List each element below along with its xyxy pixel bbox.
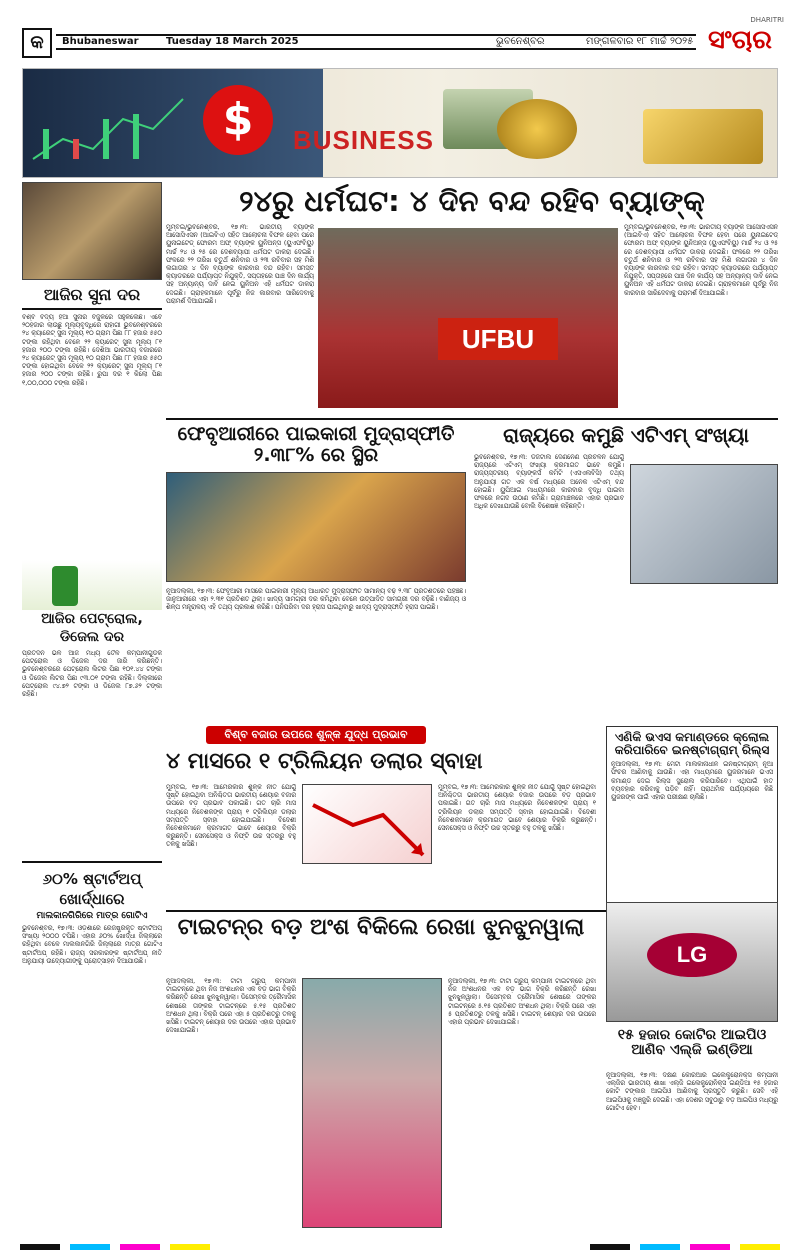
titan-headline: ଟାଇଟନ୍‌ର ବଡ଼ ଅଂଶ ବିକିଲେ ରେଖା ଝୁନଝୁନୱାଲା bbox=[177, 914, 585, 940]
lead-story bbox=[166, 224, 778, 414]
stock-chart-image bbox=[23, 69, 323, 178]
atm-body: ଭୁବନେଶ୍ବର, ୧୭।୩: ଡିଜିଟାଲ ଦେଣନେଣ ପ୍ରଚଳନ ଯୋଗୁଁ ରାଜ୍ୟରେ ଏଟିଏମ୍ ସଂଖ୍ୟା କ୍ରମାଗତ ଭାବେ କମୁଛି। ରାଜ୍ୟସ୍ତରୀୟ ବ୍ୟାଙ୍କର୍ସ କମିଟି (ଏସଏଲବିସି) ତଥ୍ୟ ଅନୁଯାୟୀ ଗତ ଏକ ବର୍ଷ ମଧ୍ୟରେ ଅନେକ ଏଟିଏମ୍ ବନ୍ଦ ହୋଇଛି। ୟୁପିଆଇ ମାଧ୍ୟମରେ କାରବାର ବୃଦ୍ଧି ପାଇବା ଫଳରେ ନଗଦ ଉଠାଣ କମିଛି। ଗ୍ରାମାଞ୍ଚଳରେ ଏହାର ପ୍ରଭାବ ଅଧିକ ଦେଖାଯାଉଛି ବୋଲି ବିଶେଷଜ୍ଞ କହିଛନ୍ତି। bbox=[474, 453, 624, 511]
inflation-headline: ଫେବୃଆରୀରେ ପାଇକାରୀ ମୁଦ୍ରାସ୍ଫୀତି ୨.୩୮% ରେ ସ୍ଥିର bbox=[177, 422, 455, 466]
trade-body: ମୁମ୍ବଇ, ୧୭।୩: ଆମେରିକାର ଶୁଳ୍କ ନୀତି ଯୋଗୁଁ ସୃଷ୍ଟି ହୋଇଥିବା ଅନିଶ୍ଚିତତା ଭାରତୀୟ ଶେୟାର ବଜାର ଉପରେ ବଡ଼ ପ୍ରଭାବ ପକାଇଛି। ଗତ ଚାରି ମାସ ମଧ୍ୟରେ ନିବେଶକଙ୍କ ପ୍ରାୟ ୧ ଟ୍ରିଲିୟନ ଡଲାର ସମ୍ପତ୍ତି ସ୍ବାହା ହୋଇଯାଇଛି। ବିଦେଶୀ ନିବେଶକମାନେ କ୍ରମାଗତ ଭାବେ ଶେୟାର ବିକ୍ରି କରୁଛନ୍ତି। ସେନସେକ୍ସ ଓ ନିଫ୍ଟି ଉଚ୍ଚ ସ୍ତରରୁ ବହୁ ତଳକୁ ଖସିଛି। bbox=[166, 783, 296, 849]
atm-photo bbox=[630, 464, 778, 584]
reg-magenta bbox=[120, 1244, 160, 1250]
fuel-nozzle-icon bbox=[52, 566, 78, 606]
gold-bars-image bbox=[643, 109, 763, 164]
bank-strike-photo bbox=[318, 228, 618, 408]
business-banner bbox=[22, 68, 778, 178]
mid-section bbox=[166, 420, 778, 720]
lg-body: ନୂଆଦିଲ୍ଲୀ, ୧୭।୩: ଦକ୍ଷିଣ କୋରିଆର ଇଲେକ୍ଟ୍ରୋନିକ୍ସ କମ୍ପାନୀ ଏଲ୍‌ଜିର ଭାରତୀୟ ଶାଖା ଏଲ୍‌ଜି ଇଲେକ୍ଟ୍ରୋନିକ୍ସ ଇଣ୍ଡିଆ ୧୫ ହଜାର କୋଟି ଟଙ୍କାର ଆଇପିଓ ଆଣିବାକୁ ପ୍ରସ୍ତୁତି କରୁଛି। ସେବି ଏହି ଆଇପିଓକୁ ମଞ୍ଜୁରି ଦେଇଛି। ଏହା ଦେଶର ସବୁଠାରୁ ବଡ଼ ଆଇପିଓ ମଧ୍ୟରୁ ଗୋଟିଏ ହେବ। bbox=[606, 1071, 778, 1112]
instagram-headline: ଏଣିକି ଭଏସ କମାଣ୍ଡରେ କ୍ଲୋଲ କରିପାରିବେ ଇନଷ୍ଟାଗ୍ରାମ୍ ରିଲ୍ସ bbox=[614, 729, 770, 758]
masthead-date-odia: ମଙ୍ଗଳବାର ୧୮ ମାର୍ଚ୍ଚ ୨୦୨୫ bbox=[586, 36, 694, 47]
startup-subheading: ମାଲକାନଗିରିରେ ମାତ୍ର ଗୋଟିଏ bbox=[36, 911, 148, 921]
gold-rate-heading: ଆଜିର ସୁନା ଦର bbox=[22, 284, 162, 310]
petrol-rate-heading: ଆଜିର ପେଟ୍ରୋଲ, ଡିଜେଲ ଦର bbox=[41, 611, 143, 645]
masthead-date: Tuesday 18 March 2025 bbox=[166, 36, 299, 47]
trade-kicker: ବିଶ୍ବ ବଜାର ଉପରେ ଶୁଳ୍କ ଯୁଦ୍ଧ ପ୍ରଭାବ bbox=[206, 726, 426, 744]
gold-rate-body: ବିଶ୍ବ ବିଦ୍ୟ ହିଆ ସୁନାର ବିଜୁଳିରେ ସହୁଳିଲେଛି। ଏବେ ୨୦ହଜାର ଲାଉଛୁ ମୂଲ୍ୟବୃଦ୍ଧିରେ ରାହାଗୀ ଭୁବନେଶ୍ବରରେ ୨୪ କ୍ୟାରେଟ୍ ସୁନା ମୂଲ୍ୟ ୧୦ ଗ୍ରାମ ପିଛା ୮୮ ହଜାର ୫୫୦ ଟଙ୍କା ରହିଥିବା ବେଳେ ୨୨ କ୍ୟାରେଟ୍ ସୁନା ମୂଲ୍ୟ ୮୧ ହଜାର ୨୦୦ ଟଙ୍କା ରହିଛି। ଦେଶିଆ ଭାରତୀୟ ବଜାରରେ ୨୪ କ୍ୟାରେଟ୍ ସୁନା ମୂଲ୍ୟ ୧୦ ଗ୍ରାମ ପିଛା ୮୮ ହଜାର ୫୫୦ ଟଙ୍କା ହୋଇଥିବା ବେଳେ ୨୨ କ୍ୟାରେଟ୍ ସୁନା ମୂଲ୍ୟ ୮୧ ହଜାର ୨୦୦ ଟଙ୍କା ରହିଛି। ରୁପା ଦର ୧ କିଲୋ ପିଛା ୧,୦୦,୦୦୦ ଟଙ୍କା ରହିଛି। bbox=[22, 314, 162, 387]
masthead bbox=[0, 0, 800, 62]
gold-jewellery-photo bbox=[22, 182, 162, 280]
reg-black-2 bbox=[590, 1244, 630, 1250]
market-photo bbox=[166, 472, 466, 582]
inflation-story bbox=[166, 424, 466, 708]
trade-headline: ୪ ମାସରେ ୧ ଟ୍ରିଲିୟନ ଡଲାର ସ୍ବାହା bbox=[166, 748, 483, 774]
reg-yellow bbox=[170, 1244, 210, 1250]
instagram-body: ନୂଆଦିଲ୍ଲୀ, ୧୭।୩: ମେଟା ମାଲିକାନାଧୀନ ଇନଷ୍ଟାଗ୍ରାମ୍ ନୂଆ ଫିଚର ଆଣିବାକୁ ଯାଉଛି। ଏହା ମାଧ୍ୟମରେ ୟୁଜରମାନେ ଭଏସ କମାଣ୍ଡ ଦେଇ ରିଲ୍ସ ସ୍କ୍ରୋଲ କରିପାରିବେ। ଏଥିପାଇଁ ହାତ ବ୍ୟବହାର କରିବାକୁ ପଡ଼ିବ ନାହିଁ। ପ୍ରାଥମିକ ପର୍ଯ୍ୟାୟରେ କିଛି ୟୁଜରଙ୍କ ପାଇଁ ଏହାର ପରୀକ୍ଷଣ ଚାଲିଛି। bbox=[611, 761, 773, 802]
masthead-strip bbox=[56, 34, 696, 50]
dollar-icon: $ bbox=[203, 85, 273, 155]
inflation-body: ନୂଆଦିଲ୍ଲୀ, ୧୭।୩: ଫେବୃଆରୀ ମାସରେ ପାଇକାରୀ ମୂଲ୍ୟ ଆଧାରିତ ମୁଦ୍ରାସ୍ଫୀତି ସାମାନ୍ୟ ବଢ଼ି ୨.୩୮ ପ୍ରତିଶତରେ ପହଞ୍ଚିଛି। ଜାନୁଆରୀରେ ଏହା ୨.୩୧ ପ୍ରତିଶତ ଥିଲା। ଖାଦ୍ୟ ସାମଗ୍ରୀ ଦର କମିଥିବା ବେଳେ ଉତ୍ପାଦିତ ସାମଗ୍ରୀ ଦର ବଢ଼ିଛି। ବାଣିଜ୍ୟ ଓ ଶିଳ୍ପ ମନ୍ତ୍ରାଳୟ ଏହି ତଥ୍ୟ ପ୍ରକାଶ କରିଛି। ପନିପରିବା ଦର ହ୍ରାସ ପାଇଥିବାରୁ ଖାଦ୍ୟ ମୁଦ୍ରାସ୍ଫୀତି ହ୍ରାସ ପାଇଛି। bbox=[166, 587, 466, 612]
reg-black bbox=[20, 1244, 60, 1250]
petrol-pump-image bbox=[22, 560, 162, 610]
titan-story bbox=[166, 914, 596, 1035]
bear-market-photo bbox=[302, 784, 432, 864]
atm-story bbox=[474, 424, 778, 684]
reg-cyan bbox=[70, 1244, 110, 1250]
chart-graphic bbox=[23, 69, 323, 178]
trade-body-col2: ମୁମ୍ବଇ, ୧୭।୩: ଆମେରିକାର ଶୁଳ୍କ ନୀତି ଯୋଗୁଁ ସୃଷ୍ଟି ହୋଇଥିବା ଅନିଶ୍ଚିତତା ଭାରତୀୟ ଶେୟାର ବଜାର ଉପରେ ବଡ଼ ପ୍ରଭାବ ପକାଇଛି। ଗତ ଚାରି ମାସ ମଧ୍ୟରେ ନିବେଶକଙ୍କ ପ୍ରାୟ ୧ ଟ୍ରିଲିୟନ ଡଲାର ସମ୍ପତ୍ତି ସ୍ବାହା ହୋଇଯାଇଛି। ବିଦେଶୀ ନିବେଶକମାନେ କ୍ରମାଗତ ଭାବେ ଶେୟାର ବିକ୍ରି କରୁଛନ୍ତି। ସେନସେକ୍ସ ଓ ନିଫ୍ଟି ଉଚ୍ଚ ସ୍ତରରୁ ବହୁ ତଳକୁ ଖସିଛି। bbox=[438, 783, 596, 832]
masthead-brand bbox=[690, 16, 790, 58]
lead-body-col1: ମୁମ୍ବଇ/ଭୁବନେଶ୍ବର, ୧୭।୩: ଭାରତୀୟ ବ୍ୟାଙ୍କ ଆସୋସିଏସନ (ଆଇବିଏ) ସହିତ ଆଲୋଚନା ବିଫଳ ହେବା ପରେ ୟୁନାଇଟେଡ୍ ଫୋରମ ଅଫ୍ ବ୍ୟାଙ୍କ ୟୁନିଅନ୍ସ (ୟୁଏଫବିୟୁ) ମାର୍ଚ୍ଚ ୨୪ ଓ ୨୫ ରେ ଦେଶବ୍ୟାପୀ ଧର୍ମଘଟ ଡାକରା ଦେଇଛି। ଫଳରେ ୨୨ ତାରିଖ ଚତୁର୍ଥ ଶନିବାର ଓ ୨୩ ରବିବାର ସହ ମିଶି ଲଗାତାର ୪ ଦିନ ବ୍ୟାଙ୍କ କାରବାର ବନ୍ଦ ରହିବ। ସମସ୍ତ କ୍ୟାଡରରେ ପର୍ଯ୍ୟାପ୍ତ ନିଯୁକ୍ତି, ସପ୍ତାହରେ ପାଞ୍ଚ ଦିନ କାର୍ଯ୍ୟ ସହ ଅନ୍ୟାନ୍ୟ ଦାବି ନେଇ ୟୁନିଅନ ଏହି ଧର୍ମଘଟ ଡାକରା ଦେଇଛି। ଗ୍ରାହକମାନେ ପୂର୍ବରୁ ନିଜ କାରବାର ସାରିଦେବାକୁ ପରାମର୍ଶ ଦିଆଯାଇଛି। bbox=[166, 223, 314, 305]
lg-headline: ୧୫ ହଜାର କୋଟିର ଆଇପିଓ ଆଣିବ ଏଲ୍‌ଜି ଇଣ୍ଡିଆ bbox=[617, 1026, 767, 1059]
rekha-jhunjhunwala-photo bbox=[302, 978, 442, 1228]
main-content bbox=[166, 182, 778, 1234]
coins-image bbox=[497, 99, 577, 159]
print-registration-bar bbox=[0, 1234, 800, 1259]
banner-title: BUSINESS bbox=[293, 125, 434, 155]
startup-heading: ୬୦% ଷ୍ଟାର୍ଟଅପ୍ ଖୋର୍ଦ୍ଧାରେ bbox=[42, 870, 142, 908]
brand-tagline: DHARITRI bbox=[750, 16, 784, 24]
masthead-city-odia: ଭୁବନେଶ୍ବର bbox=[496, 36, 545, 47]
atm-headline: ରାଜ୍ୟରେ କମୁଛି ଏଟିଏମ୍ ସଂଖ୍ୟା bbox=[503, 422, 749, 447]
petrol-rate-body: ପ୍ରତିଦିନ ଭଳି ଆଜି ମଧ୍ୟ ତୈଳ କମ୍ପାନୀଗୁଡିକ ପେଟ୍ରୋଲ ଓ ଡିଜେଲ ଦର ଜାରି କରିଛନ୍ତି। ଭୁବନେଶ୍ବରରେ ପେଟ୍ରୋଲ ଲିଟର ପିଛା ୧୦୧.୪୪ ଟଙ୍କା ଓ ଡିଜେଲ ଲିଟର ପିଛା ୯୩.୦୧ ଟଙ୍କା ରହିଛି। ଦିଲ୍ଲୀରେ ପେଟ୍ରୋଲ ୯୪.୭୨ ଟଙ୍କା ଓ ଡିଜେଲ ୮୭.୬୨ ଟଙ୍କା ରହିଛି। bbox=[22, 650, 162, 699]
bottom-section bbox=[166, 912, 778, 1234]
reg-yellow-2 bbox=[740, 1244, 780, 1250]
lg-story bbox=[606, 792, 778, 1234]
titan-body: ନୂଆଦିଲ୍ଲୀ, ୧୭।୩: ଟାଟା ଗ୍ରୁପ୍ କମ୍ପାନୀ ଟାଇଟନ୍‌ରେ ଥିବା ନିଜ ଅଂଶଧନର ଏକ ବଡ଼ ଭାଗ ବିକ୍ରି କରିଛନ୍ତି ରେଖା ଝୁନଝୁନୱାଲା। ଡିସେମ୍ବର ତ୍ରୈମାସିକ ଶେଷରେ ତାଙ୍କର ଟାଇଟନ୍‌ରେ ୫.୧୫ ପ୍ରତିଶତ ଅଂଶଧନ ଥିଲା। ବିକ୍ରି ପରେ ଏହା ୫ ପ୍ରତିଶତରୁ ତଳକୁ ଖସିଛି। ଟାଇଟନ୍ ଶେୟାର ଦର ଉପରେ ଏହାର ପ୍ରଭାବ ଦେଖାଯାଇଛି। bbox=[166, 977, 296, 1035]
reg-magenta-2 bbox=[690, 1244, 730, 1250]
divider bbox=[22, 861, 162, 863]
masthead-logo: କ bbox=[22, 28, 52, 58]
ufbu-banner: UFBU bbox=[438, 318, 558, 360]
reg-cyan-2 bbox=[640, 1244, 680, 1250]
brand-name: ସଂଚାର bbox=[707, 25, 773, 55]
sidebar bbox=[22, 182, 162, 1259]
lead-body-col3: ମୁମ୍ବଇ/ଭୁବନେଶ୍ବର, ୧୭।୩: ଭାରତୀୟ ବ୍ୟାଙ୍କ ଆସୋସିଏସନ (ଆଇବିଏ) ସହିତ ଆଲୋଚନା ବିଫଳ ହେବା ପରେ ୟୁନାଇଟେଡ୍ ଫୋରମ ଅଫ୍ ବ୍ୟାଙ୍କ ୟୁନିଅନ୍ସ (ୟୁଏଫବିୟୁ) ମାର୍ଚ୍ଚ ୨୪ ଓ ୨୫ ରେ ଦେଶବ୍ୟାପୀ ଧର୍ମଘଟ ଡାକରା ଦେଇଛି। ଫଳରେ ୨୨ ତାରିଖ ଚତୁର୍ଥ ଶନିବାର ଓ ୨୩ ରବିବାର ସହ ମିଶି ଲଗାତାର ୪ ଦିନ ବ୍ୟାଙ୍କ କାରବାର ବନ୍ଦ ରହିବ। ସମସ୍ତ କ୍ୟାଡରରେ ପର୍ଯ୍ୟାପ୍ତ ନିଯୁକ୍ତି, ସପ୍ତାହରେ ପାଞ୍ଚ ଦିନ କାର୍ଯ୍ୟ ସହ ଅନ୍ୟାନ୍ୟ ଦାବି ନେଇ ୟୁନିଅନ ଏହି ଧର୍ମଘଟ ଡାକରା ଦେଇଛି। ଗ୍ରାହକମାନେ ପୂର୍ବରୁ ନିଜ କାରବାର ସାରିଦେବାକୁ ପରାମର୍ଶ ଦିଆଯାଇଛି। bbox=[624, 223, 778, 297]
lg-logo: LG bbox=[647, 933, 737, 977]
down-arrow-icon bbox=[303, 785, 433, 865]
titan-body-col2: ନୂଆଦିଲ୍ଲୀ, ୧୭।୩: ଟାଟା ଗ୍ରୁପ୍ କମ୍ପାନୀ ଟାଇଟନ୍‌ରେ ଥିବା ନିଜ ଅଂଶଧନର ଏକ ବଡ଼ ଭାଗ ବିକ୍ରି କରିଛନ୍ତି ରେଖା ଝୁନଝୁନୱାଲା। ଡିସେମ୍ବର ତ୍ରୈମାସିକ ଶେଷରେ ତାଙ୍କର ଟାଇଟନ୍‌ରେ ୫.୧୫ ପ୍ରତିଶତ ଅଂଶଧନ ଥିଲା। ବିକ୍ରି ପରେ ଏହା ୫ ପ୍ରତିଶତରୁ ତଳକୁ ଖସିଛି। ଟାଇଟନ୍ ଶେୟାର ଦର ଉପରେ ଏହାର ପ୍ରଭାବ ଦେଖାଯାଇଛି। bbox=[448, 977, 596, 1026]
masthead-city: Bhubaneswar bbox=[62, 36, 139, 47]
lead-headline: ୨୪ରୁ ଧର୍ମଘଟ: ୪ ଦିନ ବନ୍ଦ ରହିବ ବ୍ୟାଙ୍କ୍ bbox=[239, 184, 705, 218]
startup-body: ଭୁବନେଶ୍ବର, ୧୭।୩: ଓଡ଼ିଶାରେ ରେଜିଷ୍ଟ୍ରିକୃତ ଷ୍ଟାର୍ଟଅପ୍ ସଂଖ୍ୟା ୨୦୦୦ ଟପିଛି। ଏହାର ୬୦% ଖୋର୍ଦ୍ଧା ଜିଲ୍ଲାରେ ରହିଥିବା ବେଳେ ମାଲକାନଗିରି ଜିଲ୍ଲାରେ ମାତ୍ର ଗୋଟିଏ ଷ୍ଟାର୍ଟଅପ୍ ରହିଛି। ରାଜ୍ୟ ସରକାରଙ୍କ ଷ୍ଟାର୍ଟଅପ୍ ନୀତି ଅନୁଯାୟୀ ଉଦ୍ୟୋଗୀଙ୍କୁ ପ୍ରୋତ୍ସାହନ ଦିଆଯାଉଛି। bbox=[22, 925, 162, 965]
lg-building-photo bbox=[606, 902, 778, 1022]
